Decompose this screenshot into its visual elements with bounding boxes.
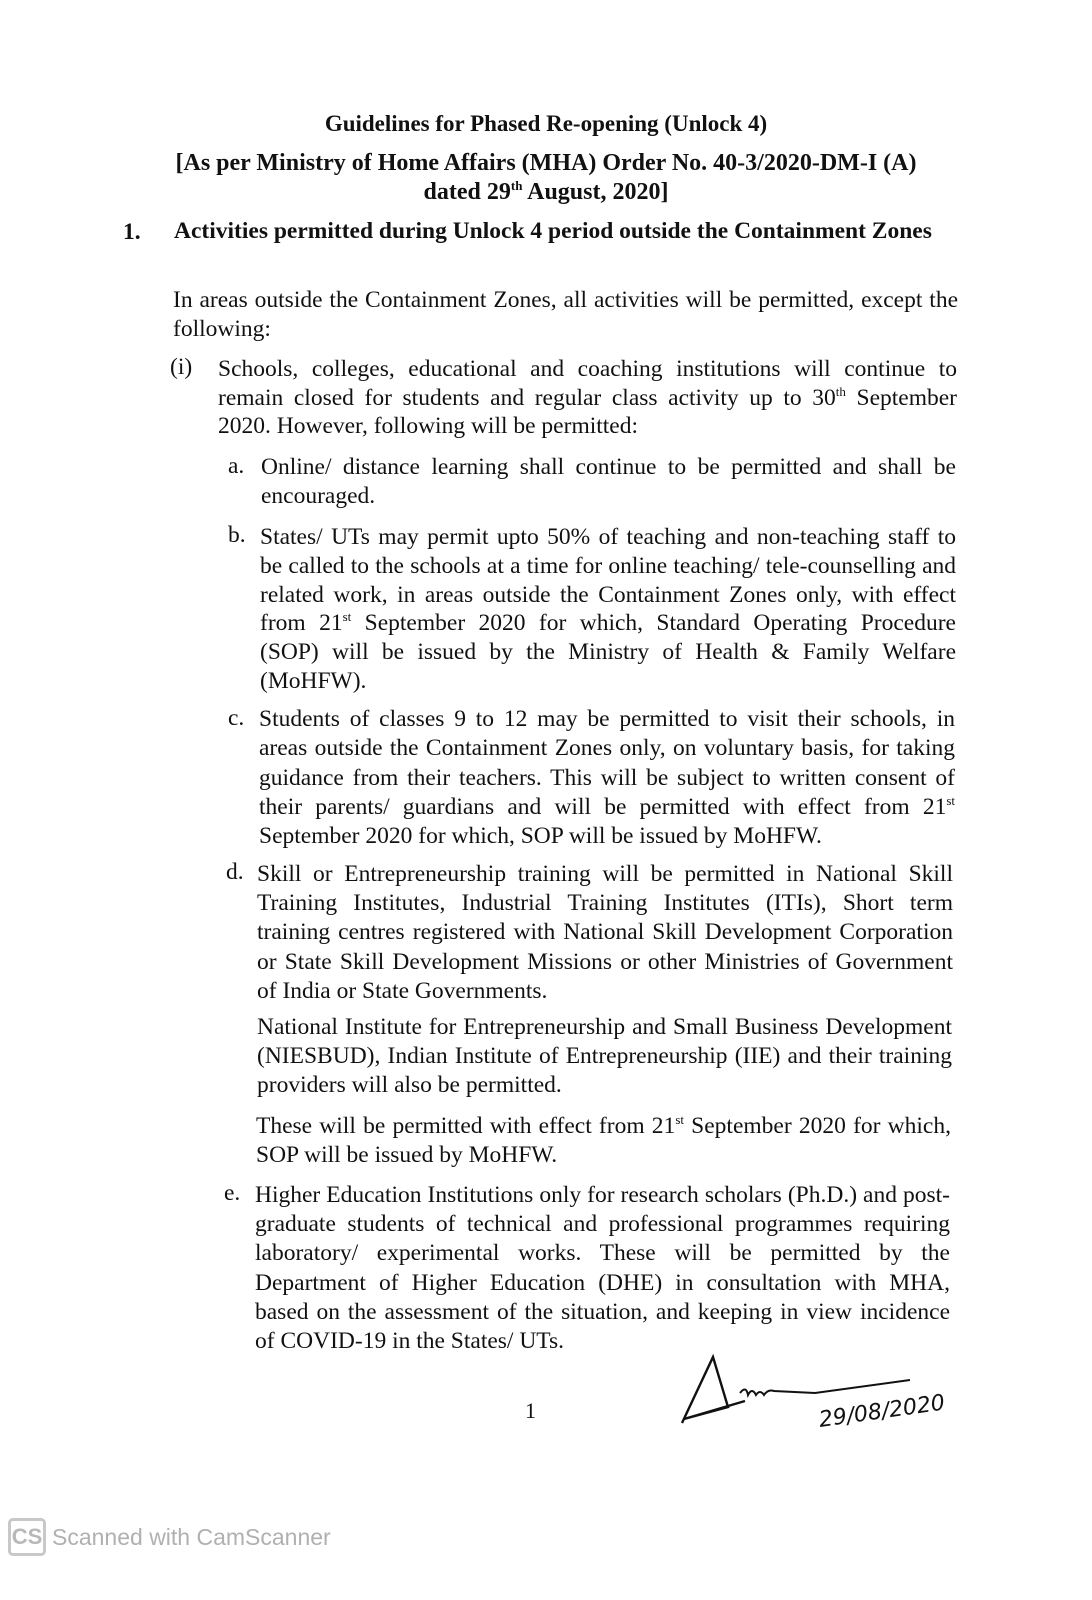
camscanner-watermark — [8, 1518, 331, 1556]
sub-a-text: Online/ distance learning shall continue to be permitted and shall be encouraged. — [261, 454, 956, 509]
order-date: dated 29th August, 2020] — [423, 178, 669, 205]
sub-a-marker: a. — [228, 453, 245, 479]
sub-d-text: Skill or Entrepreneurship training will be permitted in National Skill Training Institutes, Industrial Training Institutes (ITIs), Short term training centres registered with National Skill Development Corporation or State Skill Development Missions or other Ministries of Government of India or State Governments. — [257, 861, 953, 1004]
sub-c-marker: c. — [228, 705, 245, 731]
section-number: 1. — [123, 219, 141, 245]
watermark-text: Scanned with CamScanner — [52, 1523, 331, 1550]
sub-d-paragraph-3: These will be permitted with effect from 21st September 2020 for which, SOP will be issued by MoHFW. — [256, 1112, 951, 1169]
handwritten-signature — [670, 1345, 1000, 1445]
sub-d-paragraph-2: National Institute for Entrepreneurship and Small Business Development (NIESBUD), Indian Institute of Entrepreneurship (IIE) and their training providers will also be permitted. — [257, 1014, 952, 1099]
item-i-text: Schools, colleges, educational and coaching institutions will continue to remain closed for students and regular class activity up to 30th September 2020. However, following will be permitted: — [218, 356, 957, 439]
item-i-marker: (i) — [170, 354, 193, 380]
sub-e-text: Higher Education Institutions only for research scholars (Ph.D.) and post-graduate students of technical and professional programmes requiring laboratory/ experimental works. These will be permitted by the Department of Higher Education (DHE) in consultation with MHA, based on the assessment of the situation, and keeping in view incidence of COVID-19 in the States/ UTs. — [255, 1182, 950, 1355]
sub-b-text: States/ UTs may permit upto 50% of teaching and non-teaching staff to be called to the schools at a time for online teaching/ tele-counselling and related work, in areas outside the Containment Zones only, with effect from 21st September 2020 for which, Standard Operating Procedure (SOP) will be issued by the Ministry of Health & Family Welfare (MoHFW). — [260, 524, 956, 694]
intro-paragraph: In areas outside the Containment Zones, all activities will be permitted, except the following: — [173, 287, 958, 342]
sub-b-marker: b. — [228, 522, 246, 548]
document-title: Guidelines for Phased Re-opening (Unlock 4) — [324, 111, 768, 136]
sub-c-text: Students of classes 9 to 12 may be permitted to visit their schools, in areas outside the Containment Zones only, on voluntary basis, for taking guidance from their teachers. This will be subject to written consent of their parents/ guardians and will be permitted with effect from 21st September 2020 for which, SOP will be issued by MoHFW. — [259, 706, 955, 850]
order-reference: [As per Ministry of Home Affairs (MHA) Order No. 40-3/2020-DM-I (A) — [175, 150, 917, 176]
signature-date: 29/08/2020 — [817, 1390, 947, 1433]
sub-d-marker: d. — [226, 859, 244, 885]
section-heading: Activities permitted during Unlock 4 period outside the Containment Zones — [174, 218, 932, 244]
camscanner-logo-icon: CS — [8, 1518, 46, 1556]
sub-e-marker: e. — [224, 1180, 241, 1206]
page-number: 1 — [525, 1398, 536, 1423]
